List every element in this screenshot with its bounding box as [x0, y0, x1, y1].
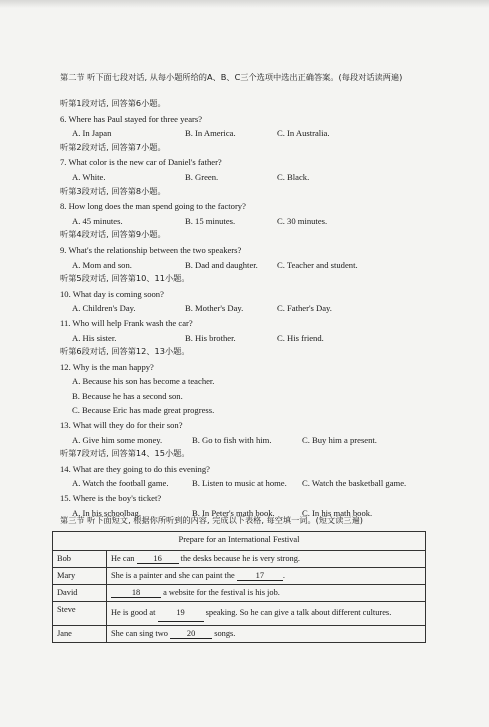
row-text [107, 551, 426, 568]
table-title-row [53, 532, 426, 551]
row-name: Steve [53, 602, 107, 626]
options [60, 171, 450, 186]
row-text [107, 585, 426, 602]
table-row [53, 625, 426, 642]
section2-header: 第二节 听下面七段对话, 从每小题所给的A、B、C三个选项中选出正确答案。(每段对话读两遍) [60, 72, 403, 82]
option-a: A. His sister. [72, 332, 117, 343]
answer-blank[interactable]: 17 [237, 571, 283, 581]
option-c: C. In his math book. [302, 507, 373, 518]
option-a: A. Mom and son. [72, 259, 132, 270]
row-name: David [53, 585, 107, 602]
answer-blank[interactable]: 19 [158, 605, 204, 622]
festival-table [52, 531, 426, 643]
question: 15. Where is the boy's ticket? [60, 493, 162, 504]
options [60, 259, 450, 274]
option-b: B. His brother. [185, 332, 236, 343]
option-b: B. In Peter's math book. [192, 507, 275, 518]
option-b: B. 15 minutes. [185, 215, 236, 226]
question: 10. What day is coming soon? [60, 288, 164, 299]
page-shadow [0, 0, 489, 8]
table-row [53, 602, 426, 626]
table-title: Prepare for an International Festival [53, 532, 426, 551]
group-intro: 听第1段对话, 回答第6小题。 [60, 98, 166, 108]
option-c: C. His friend. [277, 332, 324, 343]
row-name: Mary [53, 568, 107, 585]
options [60, 302, 450, 317]
text-after: the desks because he is very strong. [180, 554, 300, 563]
answer-blank[interactable]: 20 [170, 629, 212, 639]
option-c: C. Father's Day. [277, 303, 332, 314]
group-intro: 听第6段对话, 回答第12、13小题。 [60, 346, 190, 357]
option-a: A. In his schoolbag. [72, 507, 141, 518]
option-b: B. Go to fish with him. [192, 434, 272, 445]
question: 8. How long does the man spend going to the factory? [60, 201, 246, 212]
option-b: B. Green. [185, 171, 219, 182]
group-intro: 听第2段对话, 回答第7小题。 [60, 141, 166, 152]
text-before: He is good at [111, 608, 156, 617]
option-b: B. Dad and daughter. [185, 259, 258, 270]
option-c: C. Teacher and student. [277, 259, 358, 270]
group-intro: 听第5段对话, 回答第10、11小题。 [60, 273, 190, 284]
options [60, 332, 450, 347]
section3-header: 第三节 听下面短文, 根据你所听到的内容, 完成以下表格, 每空填一词。(短文读三遍) [60, 515, 363, 525]
option-a: A. Give him some money. [72, 434, 163, 445]
option-a: A. In Japan [72, 128, 112, 139]
text-after: . [282, 571, 285, 580]
options [60, 477, 450, 492]
row-text [107, 568, 426, 585]
question: 11. Who will help Frank wash the car? [60, 317, 193, 328]
row-name: Bob [53, 551, 107, 568]
row-name: Jane [53, 625, 107, 642]
table-row [53, 568, 426, 585]
option-b: B. Mother's Day. [185, 303, 244, 314]
question: 13. What will they do for their son? [60, 420, 183, 431]
options [60, 434, 450, 449]
options [60, 215, 450, 230]
answer-blank[interactable]: 18 [111, 588, 161, 598]
question: 6. Where has Paul stayed for three years? [60, 113, 203, 124]
row-text [107, 625, 426, 642]
answer-blank[interactable]: 16 [137, 554, 179, 564]
option-a: A. Because his son has become a teacher. [72, 376, 215, 387]
option-c: C. Buy him a present. [302, 434, 377, 445]
option-c: C. Because Eric has made great progress. [72, 405, 215, 416]
text-before: She is a painter and she can paint the [111, 571, 235, 580]
group-intro: 听第4段对话, 回答第9小题。 [60, 229, 166, 240]
option-b: B. In America. [185, 128, 236, 139]
question: 14. What are they going to do this evening? [60, 463, 210, 474]
table-row [53, 551, 426, 568]
text-after: a website for the festival is his job. [163, 588, 280, 597]
table-row [53, 585, 426, 602]
text-after: speaking. So he can give a talk about different cultures. [205, 608, 392, 617]
question: 7. What color is the new car of Daniel's father? [60, 157, 222, 168]
option-c: C. 30 minutes. [277, 215, 328, 226]
option-a: A. 45 minutes. [72, 215, 123, 226]
option-c: C. Black. [277, 171, 310, 182]
question: 9. What's the relationship between the two speakers? [60, 244, 242, 255]
option-b: B. Listen to music at home. [192, 478, 287, 489]
text-before: She can sing two [111, 628, 168, 638]
option-a: A. Children's Day. [72, 303, 136, 314]
row-text [107, 602, 426, 626]
group-intro: 听第3段对话, 回答第8小题。 [60, 185, 166, 196]
group-intro: 听第7段对话, 回答第14、15小题。 [60, 448, 190, 459]
option-a: A. Watch the football game. [72, 478, 169, 489]
option-c: C. Watch the basketball game. [302, 478, 407, 489]
section2 [60, 70, 450, 521]
option-b: B. Because he has a second son. [72, 390, 183, 401]
text-before: He can [111, 554, 135, 563]
options [60, 127, 450, 142]
question: 12. Why is the man happy? [60, 361, 154, 372]
option-c: C. In Australia. [277, 128, 330, 139]
text-after: songs. [214, 628, 236, 638]
option-a: A. White. [72, 171, 106, 182]
